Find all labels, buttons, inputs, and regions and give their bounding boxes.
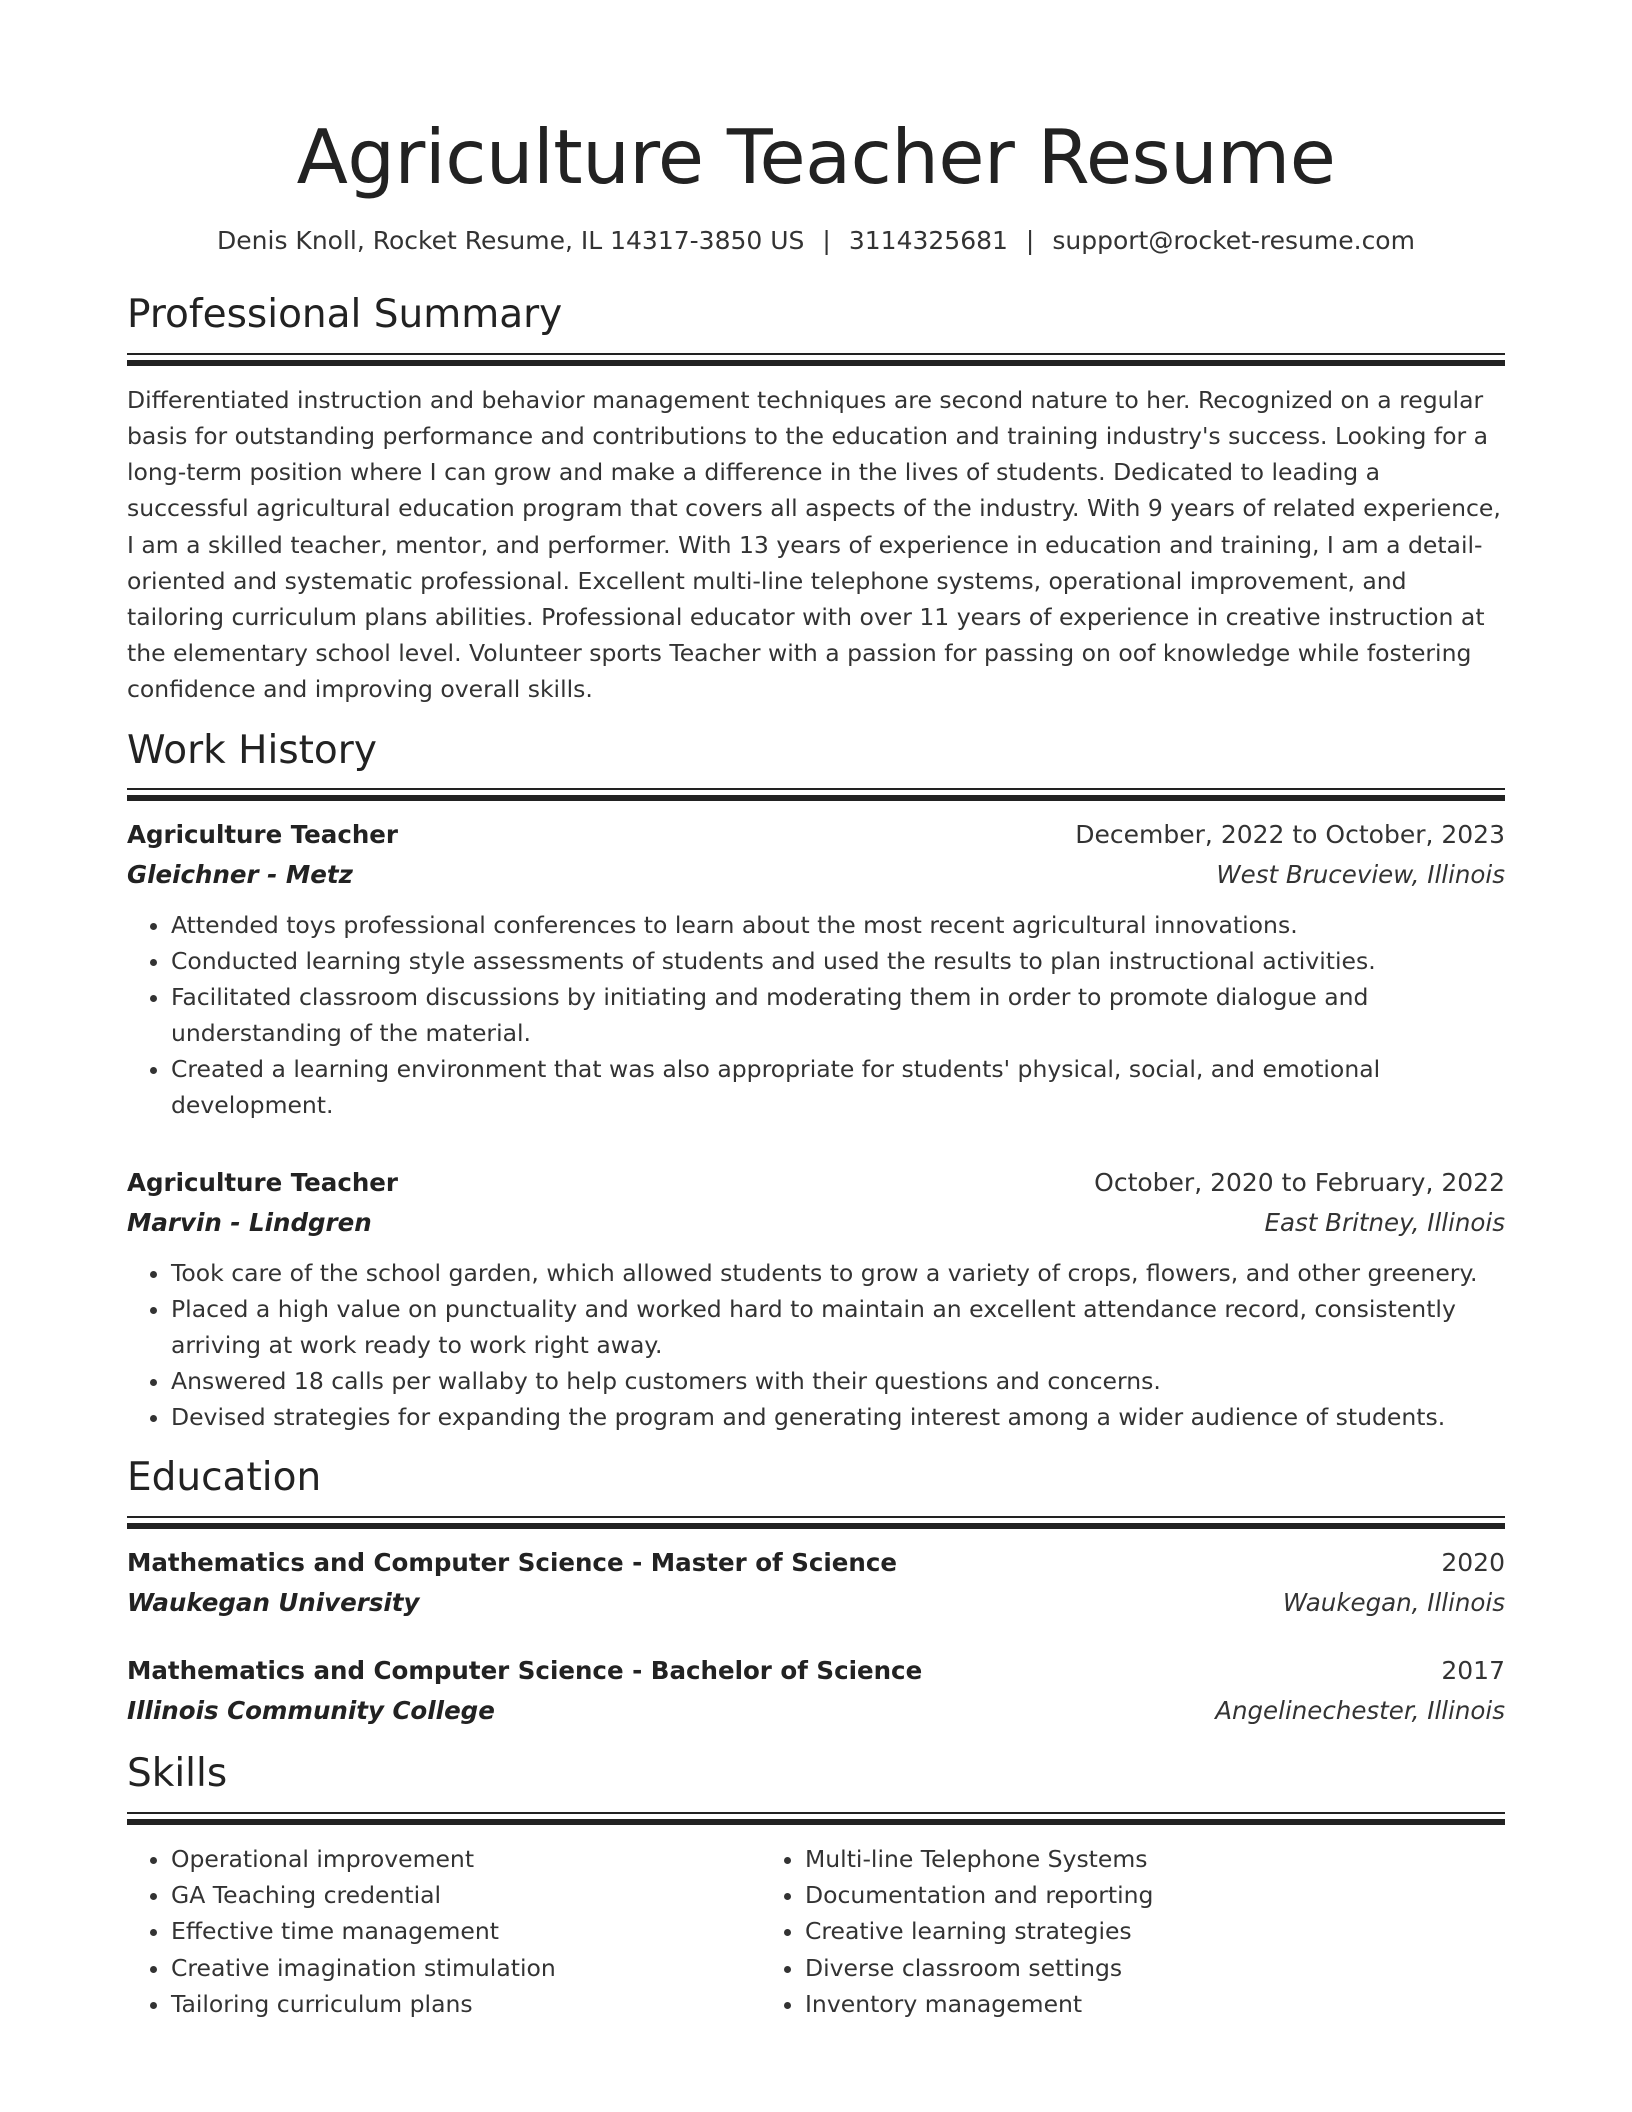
job-role: Agriculture Teacher	[127, 1168, 398, 1198]
skills-column-left	[127, 1841, 757, 2022]
skill-item: • Creative learning strategies	[805, 1913, 1153, 1949]
job-bullet: • Conducted learning style assessments of students and used the results to plan instructional activities.	[171, 943, 1505, 979]
job-location: West Bruceview, Illinois	[1216, 860, 1505, 890]
job-dates: October, 2020 to February, 2022	[1094, 1168, 1505, 1198]
skill-item: • GA Teaching credential	[171, 1877, 757, 1913]
section-title-work-history: Work History	[127, 727, 377, 773]
education-year: 2017	[1441, 1656, 1505, 1686]
job-company: Gleichner - Metz	[127, 860, 353, 890]
job-company: Marvin - Lindgren	[127, 1208, 372, 1238]
job-bullet: • Devised strategies for expanding the program and generating interest among a wider audience of students.	[171, 1399, 1505, 1435]
skill-item: • Operational improvement	[171, 1841, 757, 1877]
job-bullet: • Facilitated classroom discussions by initiating and moderating them in order to promote dialogue and understanding of the material.	[171, 979, 1505, 1051]
education-entry	[127, 1543, 1505, 1623]
education-location: Waukegan, Illinois	[1282, 1588, 1505, 1618]
job-dates: December, 2022 to October, 2023	[1075, 820, 1505, 850]
skill-item: • Creative imagination stimulation	[171, 1950, 757, 1986]
job-bullets	[127, 907, 1505, 1123]
education-school: Illinois Community College	[127, 1696, 495, 1726]
skill-item: • Effective time management	[171, 1913, 757, 1949]
section-title-education: Education	[127, 1455, 322, 1501]
education-degree: Mathematics and Computer Science - Master of Science	[127, 1548, 898, 1578]
page-title: Agriculture Teacher Resume	[296, 113, 1336, 201]
contact-address: Denis Knoll, Rocket Resume, IL 14317-3850 US	[217, 226, 805, 255]
education-entry	[127, 1651, 1505, 1731]
contact-line	[127, 226, 1505, 256]
job-role: Agriculture Teacher	[127, 820, 398, 850]
job-bullet: • Attended toys professional conferences to learn about the most recent agricultural innovations.	[171, 907, 1505, 943]
skills-section	[127, 1751, 1505, 2022]
summary-text: Differentiated instruction and behavior management techniques are second nature to her. Recognized on a regular basis for outstanding performance and contributions to the education and training industry's success. Looking for a long-term position where I can grow and make a difference in the lives of students. Dedicated to leading a successful agricultural education program that covers all aspects of the industry. With 9 years of related experience, I am a skilled teacher, mentor, and performer. With 13 years of experience in education and training, I am a detail-oriented and systematic professional. Excellent multi-line telephone systems, operational improvement, and tailoring curriculum plans abilities. Professional educator with over 11 years of experience in creative instruction at the elementary school level. Volunteer sports Teacher with a passion for passing on oof knowledge while fostering confidence and improving overall skills.	[127, 385, 1501, 704]
contact-phone: 3114325681	[848, 226, 1008, 255]
job-bullet: • Took care of the school garden, which allowed students to grow a variety of crops, flowers, and other greenery.	[171, 1255, 1505, 1291]
education-school: Waukegan University	[127, 1588, 420, 1618]
job-bullet: • Created a learning environment that was also appropriate for students' physical, social, and emotional development.	[171, 1051, 1505, 1123]
skill-item: • Diverse classroom settings	[805, 1950, 1153, 1986]
job-bullet: • Placed a high value on punctuality and worked hard to maintain an excellent attendance record, consistently arriving at work ready to work right away.	[171, 1291, 1505, 1363]
skill-item: • Documentation and reporting	[805, 1877, 1153, 1913]
skill-item: • Tailoring curriculum plans	[171, 1986, 757, 2022]
contact-separator: |	[822, 226, 831, 255]
skills-list	[127, 1841, 1505, 2022]
skill-item: • Multi-line Telephone Systems	[805, 1841, 1153, 1877]
job-bullet: • Answered 18 calls per wallaby to help customers with their questions and concerns.	[171, 1363, 1505, 1399]
section-divider	[127, 1516, 1505, 1529]
summary-section	[127, 292, 1505, 708]
skills-column-right	[757, 1841, 1153, 2022]
skill-item: • Inventory management	[805, 1986, 1153, 2022]
section-divider	[127, 1812, 1505, 1825]
education-degree: Mathematics and Computer Science - Bachelor of Science	[127, 1656, 923, 1686]
job-entry	[127, 815, 1505, 1123]
section-title-skills: Skills	[127, 1751, 228, 1797]
education-year: 2020	[1441, 1548, 1505, 1578]
education-section	[127, 1455, 1505, 1731]
section-divider	[127, 353, 1505, 366]
job-bullets	[127, 1255, 1505, 1435]
section-title-summary: Professional Summary	[127, 292, 563, 337]
contact-separator: |	[1025, 226, 1035, 255]
work-history-section	[127, 728, 1505, 1436]
job-entry	[127, 1163, 1505, 1435]
contact-email: support@rocket-resume.com	[1052, 226, 1415, 255]
section-divider	[127, 788, 1505, 801]
job-location: East Britney, Illinois	[1264, 1208, 1505, 1238]
education-location: Angelinechester, Illinois	[1215, 1696, 1505, 1726]
